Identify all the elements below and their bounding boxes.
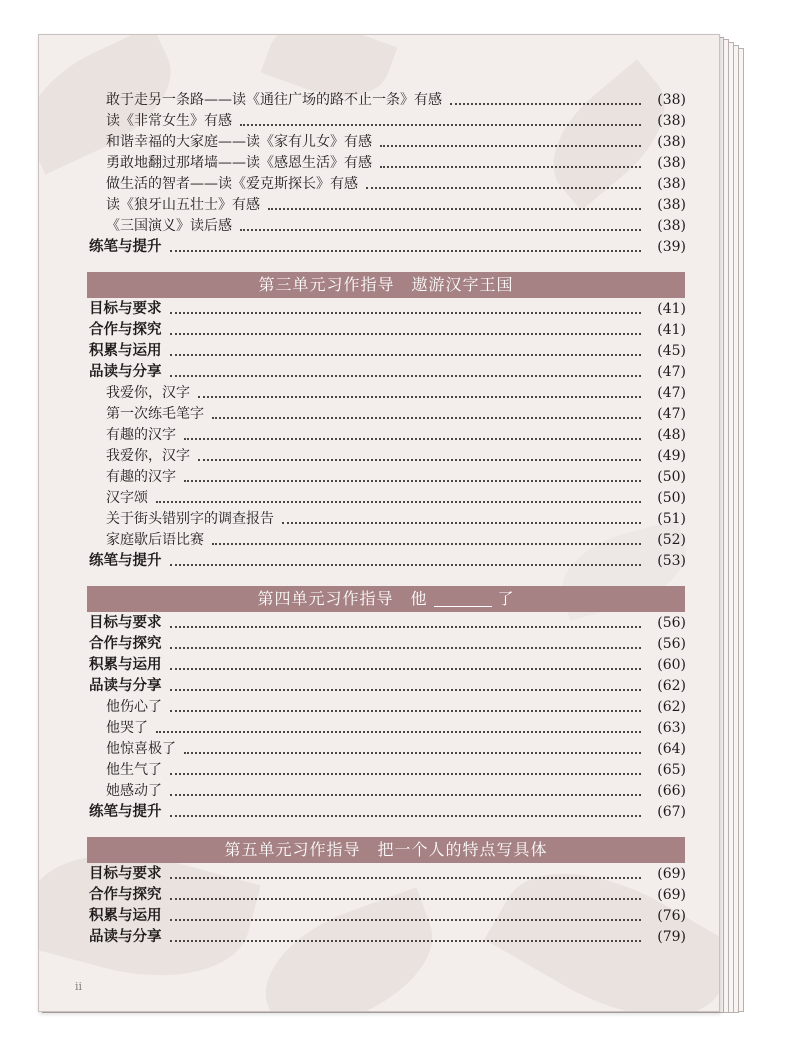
dot-leader	[170, 710, 641, 712]
entry-title: 品读与分享	[89, 364, 162, 380]
entry-title: 练笔与提升	[89, 804, 162, 820]
entry-title: 练笔与提升	[89, 239, 162, 255]
dot-leader	[170, 250, 641, 252]
page-number: (76)	[657, 908, 686, 924]
unit-heading-text: 第五单元习作指导 把一个人的特点写具体	[224, 840, 548, 859]
page-number: (38)	[657, 155, 686, 171]
dot-leader	[184, 480, 641, 482]
unit-heading	[87, 837, 685, 863]
toc-sub-entry[interactable]	[39, 174, 719, 194]
entry-title: 目标与要求	[89, 866, 162, 882]
entry-title: 目标与要求	[89, 301, 162, 317]
toc-main-entry[interactable]	[39, 613, 719, 633]
page-number: (50)	[657, 469, 686, 485]
page-number: (51)	[657, 511, 686, 527]
page-number: (66)	[657, 783, 686, 799]
unit-heading-text: 第三单元习作指导 遨游汉字王国	[258, 275, 514, 294]
page-number: (38)	[657, 176, 686, 192]
page-number: (39)	[657, 239, 686, 255]
page-number: (47)	[657, 406, 686, 422]
toc-sub-entry[interactable]	[39, 404, 719, 424]
entry-title: 读《非常女生》有感	[106, 113, 232, 129]
unit-heading	[87, 586, 685, 612]
dot-leader	[366, 187, 641, 189]
toc-main-entry[interactable]	[39, 885, 719, 905]
entry-title: 品读与分享	[89, 929, 162, 945]
dot-leader	[184, 438, 641, 440]
entry-title: 积累与运用	[89, 657, 162, 673]
page-number: (38)	[657, 218, 686, 234]
toc-main-entry[interactable]	[39, 906, 719, 926]
entry-title: 积累与运用	[89, 343, 162, 359]
entry-title: 合作与探究	[89, 636, 162, 652]
unit-heading-suffix: 了	[497, 589, 515, 608]
dot-leader	[170, 877, 641, 879]
toc-main-entry[interactable]	[39, 927, 719, 947]
entry-title: 读《狼牙山五壮士》有感	[106, 197, 260, 213]
page-number: (38)	[657, 134, 686, 150]
dot-leader	[170, 564, 641, 566]
page-number: (56)	[657, 636, 686, 652]
entry-title: 做生活的智者——读《爱克斯探长》有感	[106, 176, 358, 192]
entry-title: 敢于走另一条路——读《通往广场的路不止一条》有感	[106, 92, 442, 108]
dot-leader	[380, 145, 641, 147]
dot-leader	[240, 229, 641, 231]
entry-title: 有趣的汉字	[106, 469, 176, 485]
dot-leader	[170, 668, 641, 670]
page-number: (48)	[657, 427, 686, 443]
page-number: (45)	[657, 343, 686, 359]
toc-sub-entry[interactable]	[39, 90, 719, 110]
toc-sub-entry[interactable]	[39, 530, 719, 550]
dot-leader	[282, 522, 641, 524]
unit-heading	[87, 272, 685, 298]
dot-leader	[240, 124, 641, 126]
page-number: (69)	[657, 866, 686, 882]
entry-title: 合作与探究	[89, 322, 162, 338]
toc-sub-entry[interactable]	[39, 697, 719, 717]
dot-leader	[156, 731, 641, 733]
unit-heading-text: 第四单元习作指导 他	[257, 589, 428, 608]
toc-sub-entry[interactable]	[39, 111, 719, 131]
toc-sub-entry[interactable]	[39, 488, 719, 508]
page-number: (41)	[657, 301, 686, 317]
dot-leader	[170, 354, 641, 356]
entry-title: 有趣的汉字	[106, 427, 176, 443]
entry-title: 关于街头错别字的调查报告	[106, 511, 274, 527]
page-number: (67)	[657, 804, 686, 820]
page-number: (47)	[657, 364, 686, 380]
toc-sub-entry[interactable]	[39, 195, 719, 215]
page-number: (62)	[657, 678, 686, 694]
page-number: (52)	[657, 532, 686, 548]
entry-title: 他伤心了	[106, 699, 162, 715]
entry-title: 他哭了	[106, 720, 148, 736]
toc-sub-entry[interactable]	[39, 781, 719, 801]
dot-leader	[380, 166, 641, 168]
page-number: (38)	[657, 113, 686, 129]
toc-main-entry[interactable]	[39, 237, 719, 257]
toc-sub-entry[interactable]	[39, 383, 719, 403]
entry-title: 他生气了	[106, 762, 162, 778]
page-number: (62)	[657, 699, 686, 715]
toc-sub-entry[interactable]	[39, 739, 719, 759]
toc-main-entry[interactable]	[39, 299, 719, 319]
toc-sub-entry[interactable]	[39, 132, 719, 152]
dot-leader	[198, 396, 641, 398]
dot-leader	[170, 773, 641, 775]
toc-sub-entry[interactable]	[39, 446, 719, 466]
dot-leader	[184, 752, 641, 754]
page-number: (64)	[657, 741, 686, 757]
toc-main-entry[interactable]	[39, 676, 719, 696]
dot-leader	[170, 333, 641, 335]
entry-title: 品读与分享	[89, 678, 162, 694]
page-folio: ii	[75, 980, 83, 993]
toc-sub-entry[interactable]	[39, 153, 719, 173]
dot-leader	[170, 375, 641, 377]
entry-title: 汉字颂	[106, 490, 148, 506]
dot-leader	[170, 626, 641, 628]
page-number: (63)	[657, 720, 686, 736]
page-number: (60)	[657, 657, 686, 673]
dot-leader	[198, 459, 641, 461]
toc-main-entry[interactable]	[39, 551, 719, 571]
dot-leader	[212, 417, 641, 419]
page-number: (47)	[657, 385, 686, 401]
toc-main-entry[interactable]	[39, 864, 719, 884]
toc-main-entry[interactable]	[39, 341, 719, 361]
entry-title: 勇敢地翻过那堵墙——读《感恩生活》有感	[106, 155, 372, 171]
entry-title: 她感动了	[106, 783, 162, 799]
page-number: (50)	[657, 490, 686, 506]
page-number: (41)	[657, 322, 686, 338]
fill-in-blank	[434, 592, 492, 607]
dot-leader	[170, 940, 641, 942]
toc-main-entry[interactable]	[39, 634, 719, 654]
toc-sub-entry[interactable]	[39, 425, 719, 445]
dot-leader	[212, 543, 641, 545]
page-number: (69)	[657, 887, 686, 903]
toc-page	[38, 34, 720, 1012]
page-number: (38)	[657, 197, 686, 213]
page-number: (79)	[657, 929, 686, 945]
entry-title: 我爱你，汉字	[106, 448, 190, 464]
dot-leader	[170, 815, 641, 817]
entry-title: 和谐幸福的大家庭——读《家有儿女》有感	[106, 134, 372, 150]
dot-leader	[170, 919, 641, 921]
entry-title: 积累与运用	[89, 908, 162, 924]
dot-leader	[156, 501, 641, 503]
page-number: (53)	[657, 553, 686, 569]
toc-main-entry[interactable]	[39, 362, 719, 382]
dot-leader	[170, 312, 641, 314]
dot-leader	[170, 898, 641, 900]
entry-title: 目标与要求	[89, 615, 162, 631]
entry-title: 他惊喜极了	[106, 741, 176, 757]
dot-leader	[170, 689, 641, 691]
toc-sub-entry[interactable]	[39, 467, 719, 487]
toc-sub-entry[interactable]	[39, 760, 719, 780]
toc-sub-entry[interactable]	[39, 216, 719, 236]
entry-title: 《三国演义》读后感	[106, 218, 232, 234]
entry-title: 练笔与提升	[89, 553, 162, 569]
page-number: (65)	[657, 762, 686, 778]
toc-main-entry[interactable]	[39, 655, 719, 675]
toc-main-entry[interactable]	[39, 802, 719, 822]
toc-main-entry[interactable]	[39, 320, 719, 340]
page-number: (56)	[657, 615, 686, 631]
toc-sub-entry[interactable]	[39, 718, 719, 738]
dot-leader	[170, 794, 641, 796]
entry-title: 第一次练毛笔字	[106, 406, 204, 422]
entry-title: 我爱你，汉字	[106, 385, 190, 401]
dot-leader	[450, 103, 641, 105]
entry-title: 家庭歇后语比赛	[106, 532, 204, 548]
toc-sub-entry[interactable]	[39, 509, 719, 529]
dot-leader	[268, 208, 641, 210]
dot-leader	[170, 647, 641, 649]
page-number: (38)	[657, 92, 686, 108]
entry-title: 合作与探究	[89, 887, 162, 903]
page-number: (49)	[657, 448, 686, 464]
